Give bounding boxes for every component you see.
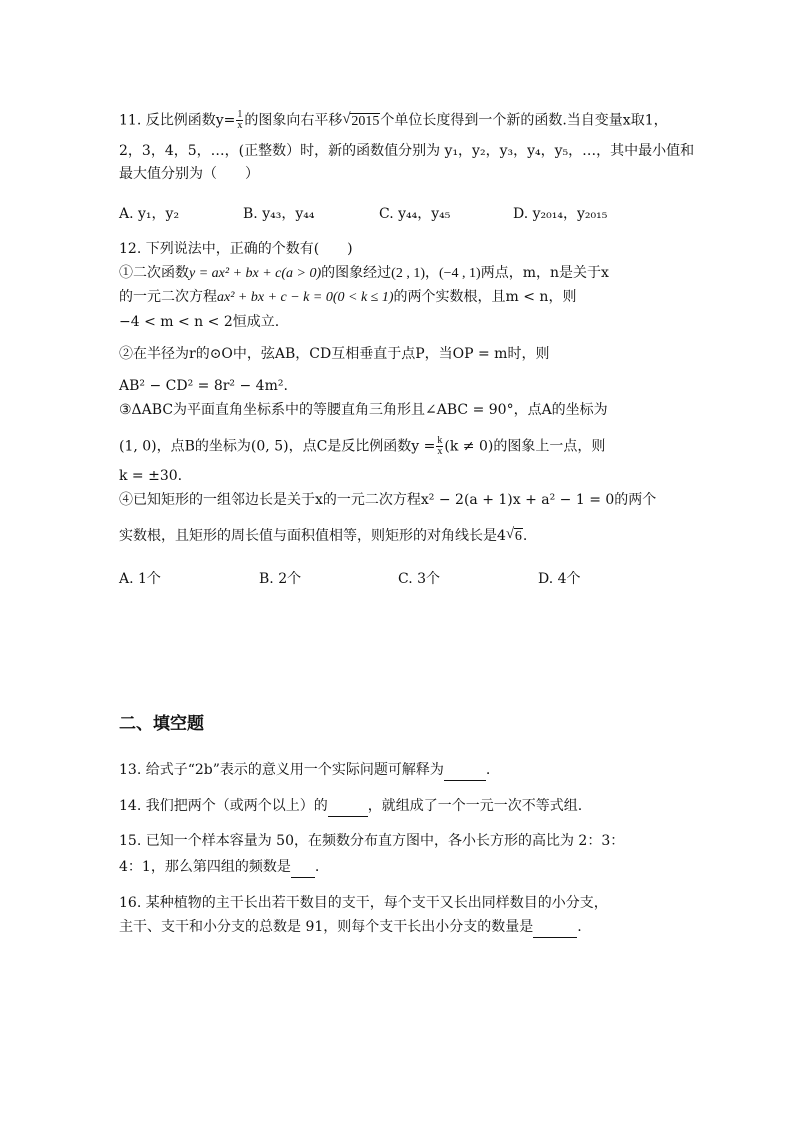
q11-line-2: 2，3，4，5，…，(正整数）时，新的函数值分别为 y₁，y₂，y₃，y₄，y₅，…，其中最小值和: [119, 143, 695, 159]
section-heading: 二、填空题: [119, 714, 204, 734]
q13-end: .: [485, 762, 491, 778]
q16-blank: [533, 917, 577, 938]
frac-numerator: 1: [237, 109, 243, 120]
frac-denominator: x: [237, 120, 243, 131]
q16-end: .: [577, 919, 582, 935]
q12-option-d: D. 4个: [538, 571, 581, 587]
sqrt-2015: √ 2015: [342, 110, 380, 129]
q15-blank: [291, 857, 315, 878]
q15-end: .: [314, 859, 320, 875]
s7-prefix: (1, 0)，点B的坐标为(0, 5)，点C是反比例函数y =: [119, 438, 436, 455]
q12-stem: 12. 下列说法中，正确的个数有( ): [119, 241, 353, 257]
q12-s2: [119, 287, 576, 308]
q12-s5: AB² − CD² = 8r² − 4m².: [119, 378, 288, 394]
q11-text-a: 11. 反比例函数y=: [119, 112, 236, 129]
sqrt-radicand: 2015: [351, 113, 380, 129]
q14-end: ，就组成了一个一元一次不等式组.: [367, 798, 583, 814]
q12-s8: k = ±30.: [119, 468, 183, 484]
sqrt6-radicand: 6: [514, 529, 522, 544]
q16-line-2: [119, 917, 582, 938]
s7-numerator: k: [437, 435, 443, 446]
q14-text: 14. 我们把两个（或两个以上）的: [119, 798, 328, 814]
s10-suffix: .: [522, 528, 528, 544]
s2-suffix: 的两个实数根，且m < n，则: [393, 289, 577, 305]
q15-line-1: 15. 已知一个样本容量为 50，在频数分布直方图中，各小长方形的高比为 2：3：: [119, 833, 625, 849]
q12-option-a: A. 1个: [119, 571, 161, 587]
s1-function: y = ax² + bx + c(a > 0): [189, 266, 322, 281]
q12-option-c: C. 3个: [398, 571, 441, 587]
s7-denominator: x: [437, 446, 443, 457]
q11-text-c: 个单位长度得到一个新的函数.当自变量x取1，: [380, 112, 668, 129]
s1-suffix: 两点，m，n是关于x: [480, 265, 609, 281]
s7-fraction: [436, 436, 443, 457]
q13-blank: [444, 760, 486, 781]
s7-suffix: (k ≠ 0)的图象上一点，则: [444, 438, 606, 455]
s1-prefix: ①二次函数: [119, 265, 189, 281]
q12-s10: [119, 526, 527, 547]
q16-line-1: 16. 某种植物的主干长出若干数目的支干，每个支干又长出同样数目的小分支，: [119, 895, 608, 911]
s1-points: (2 , 1)，(−4 , 1): [391, 266, 481, 281]
s2-prefix: 的一元二次方程: [119, 289, 217, 305]
q14-blank: [328, 796, 368, 817]
q15-line-2: [119, 857, 319, 878]
q14: [119, 796, 582, 817]
q16-text: 主干、支干和小分支的总数是 91，则每个支干长出小分支的数量是: [119, 919, 534, 935]
q11-option-b: B. y₄₃，y₄₄: [243, 206, 315, 222]
s1-mid: 的图象经过: [321, 265, 392, 281]
q15-text: 4：1，那么第四组的频数是: [119, 859, 291, 875]
sqrt-6: √ 6: [505, 526, 522, 544]
q12-s1: [119, 263, 609, 284]
q11-option-a: A. y₁，y₂: [119, 206, 180, 222]
q11-option-c: C. y₄₄，y₄₅: [379, 206, 451, 222]
q12-option-b: B. 2个: [259, 571, 302, 587]
q11-option-d: D. y₂₀₁₄，y₂₀₁₅: [513, 206, 608, 222]
q11-line-3: 最大值分别为（ ）: [119, 166, 259, 182]
q12-s7: [119, 436, 605, 457]
q11-fraction: [236, 110, 243, 131]
s2-equation: ax² + bx + c − k = 0(0 < k ≤ 1): [217, 290, 394, 305]
q11-line-1: [119, 110, 668, 132]
q11-text-b: 的图象向右平移: [244, 112, 343, 129]
q12-s6: ③ΔABC为平面直角坐标系中的等腰直角三角形且∠ABC = 90°，点A的坐标为: [119, 402, 608, 418]
q12-s9: ④已知矩形的一组邻边长是关于x的一元二次方程x² − 2(a + 1)x + a² − 1 = 0的两个: [119, 492, 657, 508]
q13: [119, 760, 490, 781]
q12-s4: ②在半径为r的⊙O中，弦AB，CD互相垂直于点P，当OP = m时，则: [119, 346, 550, 362]
q12-s3: −4 < m < n < 2恒成立.: [119, 314, 280, 330]
q13-text: 13. 给式子“2b”表示的意义用一个实际问题可解释为: [119, 762, 444, 778]
s10-prefix: 实数根，且矩形的周长值与面积值相等，则矩形的对角线长是4: [119, 528, 506, 544]
